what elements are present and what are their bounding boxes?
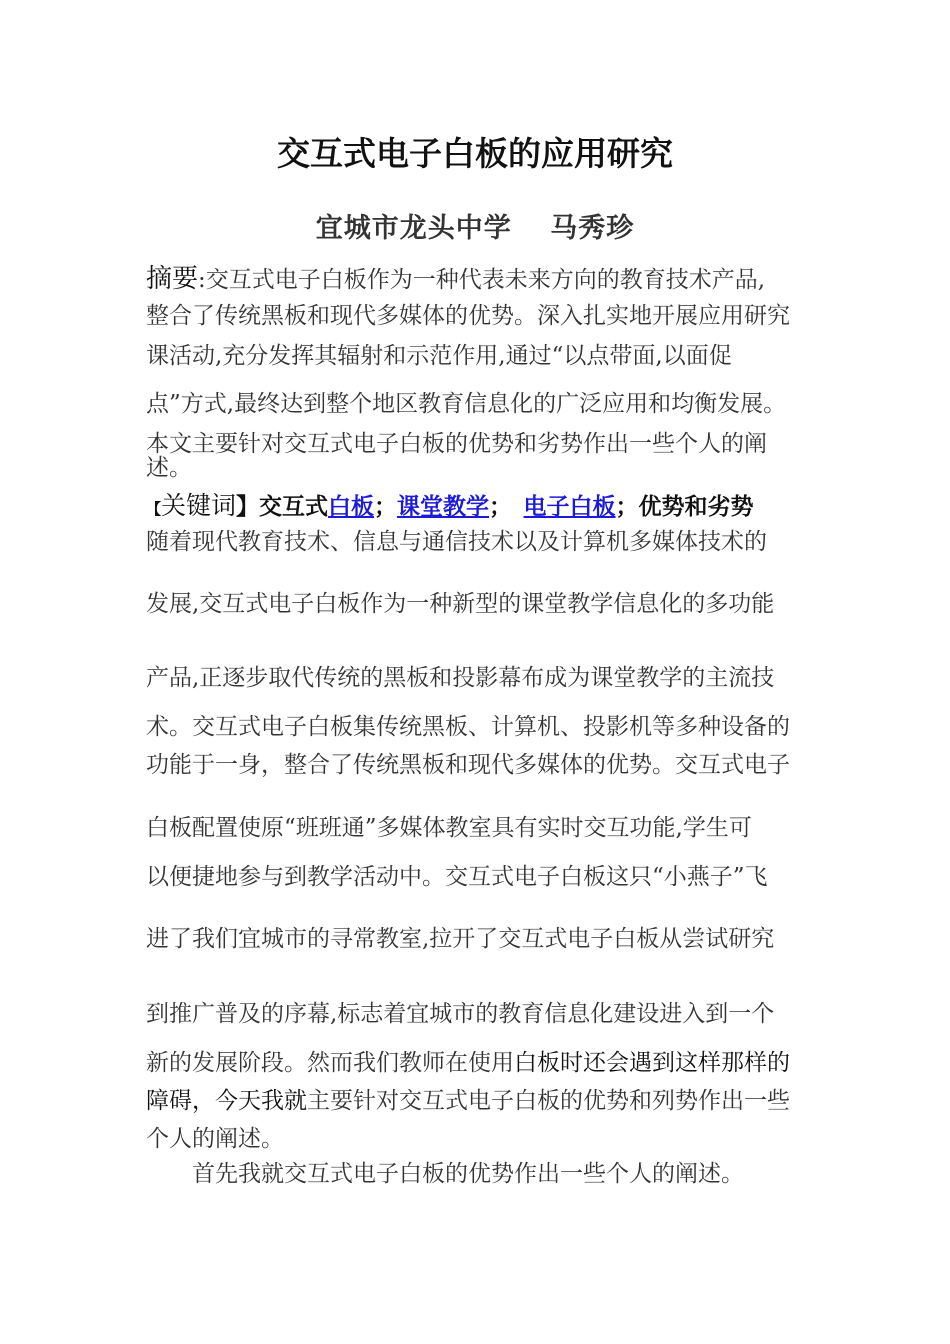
abstract-line-2: 整合了传统黑板和现代多媒体的优势。深入扎实地开展应用研究	[146, 303, 790, 329]
keyword-link-classroom-teaching[interactable]: 课堂教学	[397, 493, 490, 520]
body-line-1: 随着现代教育技术、信息与通信技术以及计算机多媒体技术的	[146, 529, 767, 555]
keyword-tail: 优势和劣势	[638, 493, 754, 520]
keywords-close-bracket: 】	[236, 493, 260, 520]
keyword-separator-3: ；	[615, 493, 639, 520]
body-line-11-part-1: 障碍，今天我就	[146, 1088, 307, 1114]
body-line-3: 产品,正逐步取代传统的黑板和投影幕布成为课堂教学的主流技	[146, 665, 775, 691]
body-line-10-part-2: 白板时还会遇到这样那样的	[514, 1050, 790, 1076]
abstract-line-4: 点”方式,最终达到整个地区教育信息化的广泛应用和均衡发展。	[146, 391, 787, 417]
closing-line: 首先我就交互式电子白板的优势作出一些个人的阐述。	[146, 1161, 744, 1187]
author-line: 宜城市龙头中学 马秀珍	[315, 213, 635, 244]
body-line-11-part-2: 主要针对交互式电子白板的优势和列势作出一些	[307, 1088, 790, 1114]
keyword-link-electronic-whiteboard[interactable]: 电子白板	[523, 493, 616, 520]
abstract-line-3: 课活动,充分发挥其辐射和示范作用,通过“以点带面,以面促	[146, 343, 732, 369]
body-line-10-part-1: 新的发展阶段。然而我们教师在使用	[146, 1050, 514, 1076]
body-line-5: 功能于一身，整合了传统黑板和现代多媒体的优势。交互式电子	[146, 752, 790, 778]
abstract-label: 摘要	[146, 264, 199, 294]
body-line-12: 个人的阐述。	[146, 1126, 284, 1152]
abstract-text-1: :交互式电子白板作为一种代表未来方向的教育技术产品,	[198, 267, 766, 293]
body-line-8: 进了我们宜城市的寻常教室,拉开了交互式电子白板从尝试研究	[146, 926, 775, 952]
body-line-10	[146, 1044, 790, 1077]
abstract-line-6: 述。	[146, 455, 192, 481]
abstract-line-5: 本文主要针对交互式电子白板的优势和劣势作出一些个人的阐	[146, 431, 767, 457]
body-line-9: 到推广普及的序幕,标志着宜城市的教育信息化建设进入到一个	[146, 1001, 775, 1027]
abstract-line-1	[146, 258, 765, 295]
keywords-line	[146, 486, 754, 522]
body-line-4: 术。交互式电子白板集传统黑板、计算机、投影机等多种设备的	[146, 714, 790, 740]
keyword-link-whiteboard[interactable]: 白板	[328, 493, 375, 520]
keyword-separator-2: ；	[489, 493, 524, 520]
body-line-2: 发展,交互式电子白板作为一种新型的课堂教学信息化的多功能	[146, 591, 775, 617]
keywords-open-bracket: 【	[146, 500, 162, 518]
body-line-11	[146, 1082, 790, 1115]
body-line-6: 白板配置使原“班班通”多媒体教室具有实时交互功能,学生可	[146, 815, 752, 841]
document-title: 交互式电子白板的应用研究	[277, 134, 673, 173]
keyword-separator-1: ；	[374, 493, 398, 520]
keyword-prefix: 交互式	[259, 493, 329, 520]
body-line-7: 以便捷地参与到教学活动中。交互式电子白板这只“小燕子”飞	[146, 864, 768, 890]
keywords-label: 关键词	[161, 491, 237, 520]
